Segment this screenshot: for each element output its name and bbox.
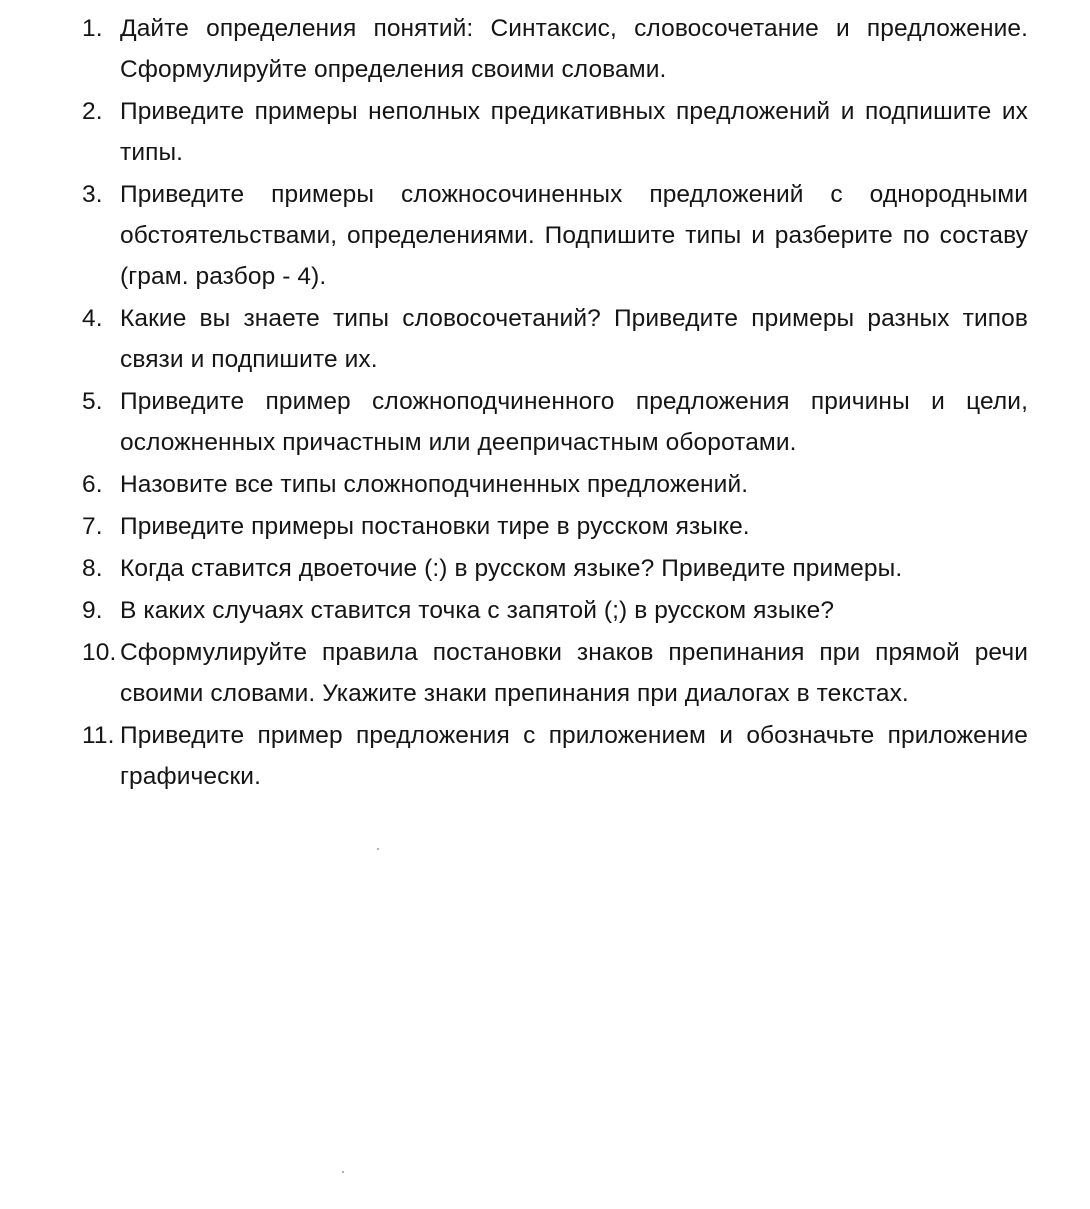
question-item-11 — [82, 715, 1028, 797]
question-number: 11. — [82, 722, 115, 749]
question-item-7 — [82, 506, 1028, 547]
question-list — [82, 8, 1028, 798]
question-item-6 — [82, 464, 1028, 505]
question-text: Какие вы знаете типы словосочетаний? Приведите примеры разных типов связи и подпишите их. — [120, 305, 1028, 373]
question-number: 6. — [82, 471, 103, 498]
question-item-9 — [82, 590, 1028, 631]
question-text: Дайте определения понятий: Синтаксис, словосочетание и предложение. Сформулируйте определения своими словами. — [120, 15, 1028, 83]
question-text: Приведите пример предложения с приложением и обозначьте приложение графически. — [120, 722, 1028, 790]
question-item-2 — [82, 91, 1028, 173]
question-item-1 — [82, 8, 1028, 90]
question-number: 10. — [82, 639, 117, 666]
question-number: 3. — [82, 181, 103, 208]
question-number: 9. — [82, 597, 103, 624]
question-text: Приведите примеры постановки тире в русском языке. — [120, 513, 750, 540]
question-text: Когда ставится двоеточие (:) в русском языке? Приведите примеры. — [120, 555, 903, 582]
question-text: В каких случаях ставится точка с запятой (;) в русском языке? — [120, 597, 835, 624]
question-text: Назовите все типы сложноподчиненных предложений. — [120, 471, 749, 498]
question-text: Приведите примеры сложносочиненных предложений с однородными обстоятельствами, определениями. Подпишите типы и разберите по составу (грам. разбор - 4). — [120, 181, 1028, 290]
question-text: Приведите пример сложноподчиненного предложения причины и цели, осложненных причастным или деепричастным оборотами. — [120, 388, 1028, 456]
question-number: 5. — [82, 388, 103, 415]
question-text: Сформулируйте правила постановки знаков препинания при прямой речи своими словами. Укажите знаки препинания при диалогах в текстах. — [120, 639, 1028, 707]
question-text: Приведите примеры неполных предикативных предложений и подпишите их типы. — [120, 98, 1028, 166]
scan-speck — [342, 1171, 344, 1173]
question-item-3 — [82, 174, 1028, 297]
question-number: 7. — [82, 513, 103, 540]
scan-speck — [377, 848, 379, 850]
question-number: 8. — [82, 555, 103, 582]
question-number: 1. — [82, 15, 103, 42]
question-number: 2. — [82, 98, 103, 125]
question-item-8 — [82, 548, 1028, 589]
question-item-10 — [82, 632, 1028, 714]
question-item-5 — [82, 381, 1028, 463]
question-item-4 — [82, 298, 1028, 380]
question-number: 4. — [82, 305, 103, 332]
